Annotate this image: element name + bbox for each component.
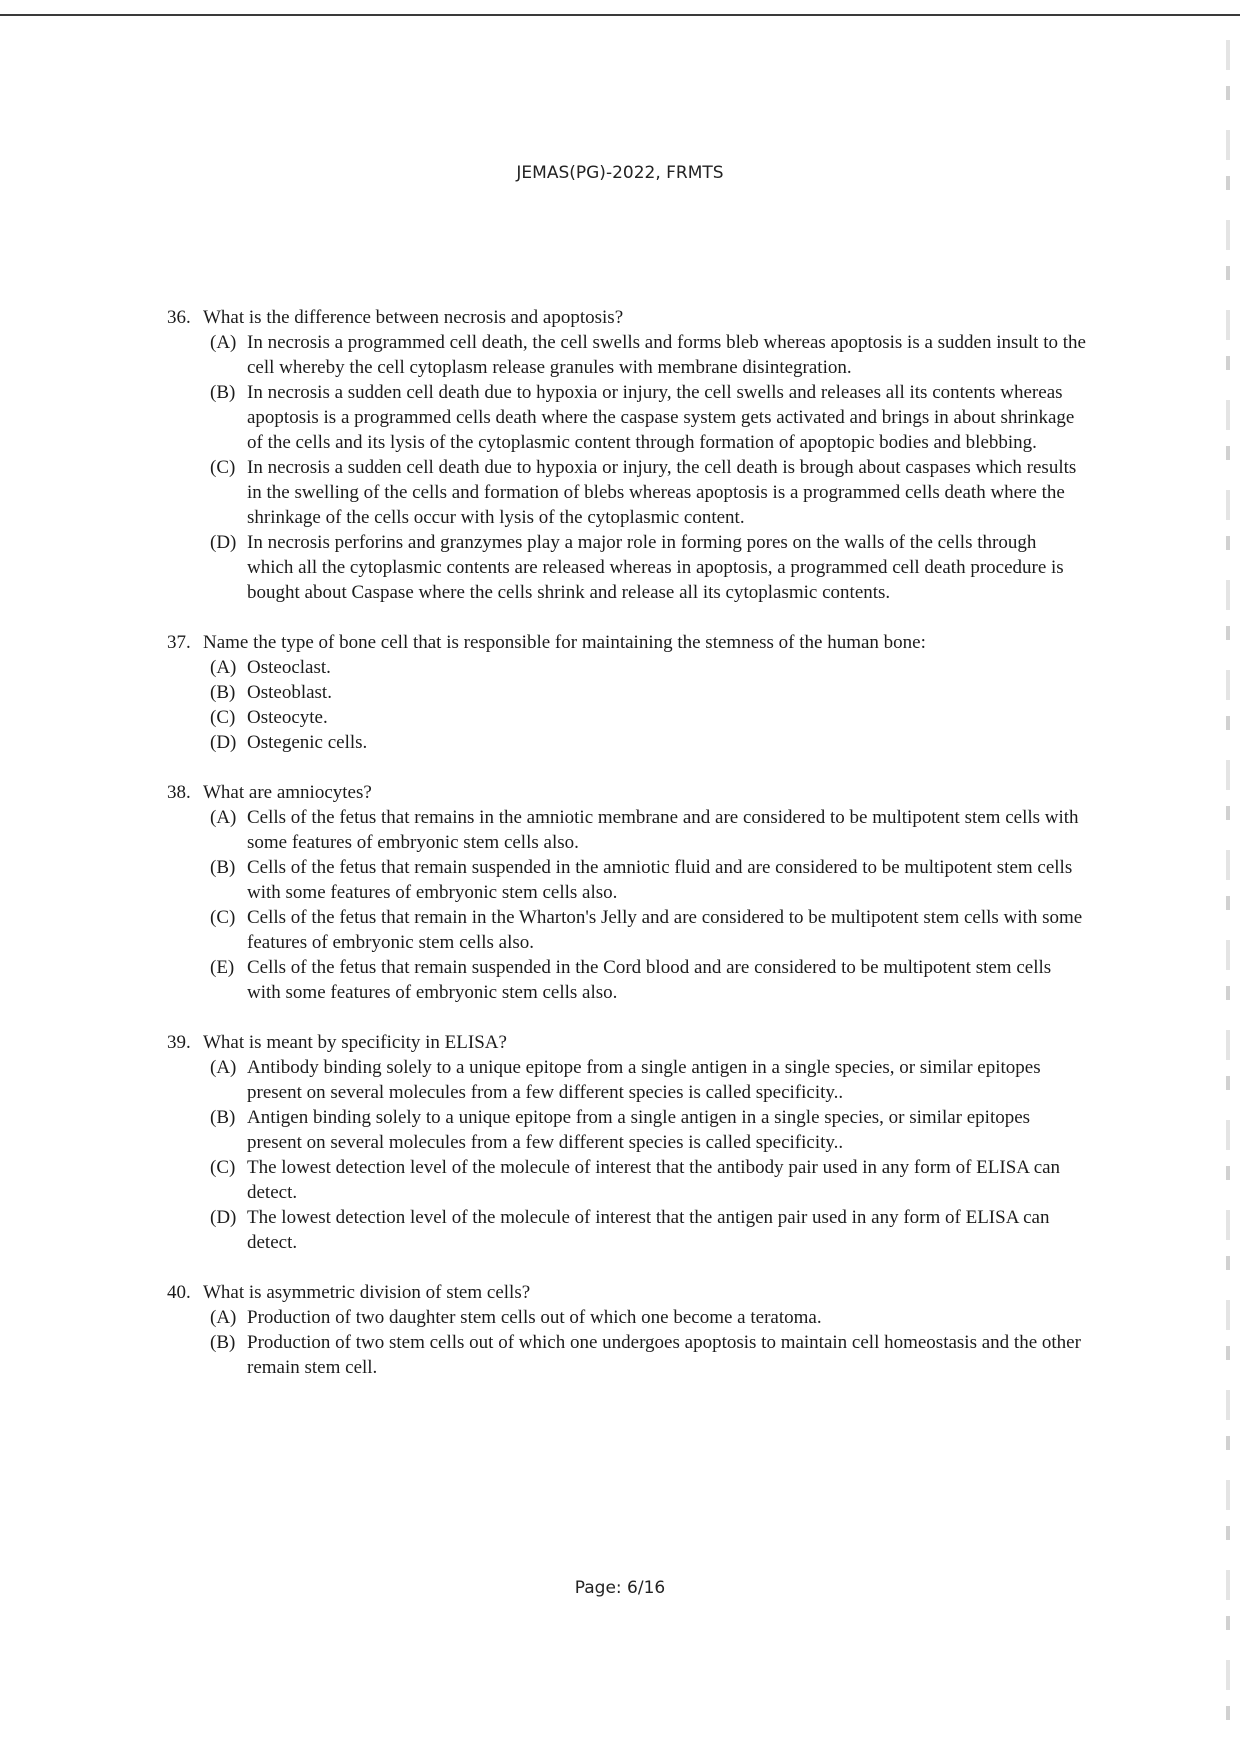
option-text: Cells of the fetus that remain suspended in the amniotic fluid and are considered to be multipotent stem cells with some features of embryonic stem cells also. bbox=[247, 857, 1073, 903]
question-text: What is asymmetric division of stem cells? bbox=[203, 1282, 531, 1303]
option-text: In necrosis a programmed cell death, the cell swells and forms bleb whereas apoptosis is a sudden insult to the cell whereby the cell cytoplasm release granules with membrane disintegration. bbox=[247, 332, 1086, 378]
question-number: 40. bbox=[167, 1282, 191, 1303]
option-text: The lowest detection level of the molecule of interest that the antigen pair used in any form of ELISA can detect. bbox=[247, 1207, 1050, 1253]
question bbox=[167, 630, 1087, 755]
question-text: What are amniocytes? bbox=[203, 782, 372, 803]
question-stem bbox=[167, 305, 1087, 330]
option-label: (C) bbox=[210, 1157, 236, 1178]
answer-option bbox=[210, 855, 1087, 905]
option-text: Cells of the fetus that remains in the amniotic membrane and are considered to be multipotent stem cells with some features of embryonic stem cells also. bbox=[247, 807, 1079, 853]
answer-option bbox=[210, 705, 1087, 730]
answer-option bbox=[210, 380, 1087, 455]
option-text: Antibody binding solely to a unique epitope from a single antigen in a single species, or similar epitopes present on several molecules from a few different species is called specificity.. bbox=[247, 1057, 1041, 1103]
option-label: (D) bbox=[210, 532, 237, 553]
option-list bbox=[167, 655, 1087, 755]
question-number: 38. bbox=[167, 782, 191, 803]
answer-option bbox=[210, 805, 1087, 855]
question-number: 37. bbox=[167, 632, 191, 653]
answer-option bbox=[210, 730, 1087, 755]
option-label: (C) bbox=[210, 907, 236, 928]
answer-option bbox=[210, 455, 1087, 530]
answer-option bbox=[210, 1330, 1087, 1380]
option-text: Production of two daughter stem cells out of which one become a teratoma. bbox=[247, 1307, 822, 1328]
scan-edge-artifact bbox=[1226, 40, 1230, 1720]
option-text: Osteoblast. bbox=[247, 682, 332, 703]
option-text: Cells of the fetus that remain suspended in the Cord blood and are considered to be multipotent stem cells with some features of embryonic stem cells also. bbox=[247, 957, 1052, 1003]
answer-option bbox=[210, 955, 1087, 1005]
option-text: The lowest detection level of the molecule of interest that the antibody pair used in any form of ELISA can detect. bbox=[247, 1157, 1061, 1203]
option-label: (A) bbox=[210, 657, 237, 678]
option-text: Production of two stem cells out of which one undergoes apoptosis to maintain cell homeostasis and the other remain stem cell. bbox=[247, 1332, 1081, 1378]
option-list bbox=[167, 1305, 1087, 1380]
option-label: (D) bbox=[210, 1207, 237, 1228]
option-text: Ostegenic cells. bbox=[247, 732, 368, 753]
option-list bbox=[167, 805, 1087, 1005]
option-text: In necrosis perforins and granzymes play a major role in forming pores on the walls of the cells through which all the cytoplasmic contents are released whereas in apoptosis, a programmed cell death procedure is bought about Caspase where the cells shrink and release all its cytoplasmic contents. bbox=[247, 532, 1064, 603]
answer-option bbox=[210, 655, 1087, 680]
option-label: (A) bbox=[210, 807, 237, 828]
question bbox=[167, 1030, 1087, 1255]
page-number: Page: 6/16 bbox=[574, 1578, 666, 1598]
option-list bbox=[167, 330, 1087, 605]
option-list bbox=[167, 1055, 1087, 1255]
option-label: (B) bbox=[210, 1107, 236, 1128]
question-stem bbox=[167, 1280, 1087, 1305]
question-stem bbox=[167, 780, 1087, 805]
option-text: Antigen binding solely to a unique epitope from a single antigen in a single species, or similar epitopes present on several molecules from a few different species is called specificity.. bbox=[247, 1107, 1031, 1153]
option-label: (B) bbox=[210, 1332, 236, 1353]
answer-option bbox=[210, 1205, 1087, 1255]
question-text: What is meant by specificity in ELISA? bbox=[203, 1032, 507, 1053]
page-header: JEMAS(PG)-2022, FRMTS bbox=[516, 163, 724, 183]
answer-option bbox=[210, 1305, 1087, 1330]
question-number: 39. bbox=[167, 1032, 191, 1053]
option-text: Osteoclast. bbox=[247, 657, 331, 678]
answer-option bbox=[210, 1105, 1087, 1155]
answer-option bbox=[210, 1155, 1087, 1205]
option-label: (E) bbox=[210, 957, 235, 978]
option-text: Cells of the fetus that remain in the Wharton's Jelly and are considered to be multipotent stem cells with some features of embryonic stem cells also. bbox=[247, 907, 1083, 953]
answer-option bbox=[210, 905, 1087, 955]
answer-option bbox=[210, 1055, 1087, 1105]
question-stem bbox=[167, 630, 1087, 655]
question-number: 36. bbox=[167, 307, 191, 328]
option-label: (A) bbox=[210, 1307, 237, 1328]
answer-option bbox=[210, 530, 1087, 605]
option-text: In necrosis a sudden cell death due to hypoxia or injury, the cell death is brough about caspases which results in the swelling of the cells and formation of blebs whereas apoptosis is a programmed cells death where the shrinkage of the cells occur with lysis of the cytoplasmic content. bbox=[247, 457, 1077, 528]
question bbox=[167, 1280, 1087, 1380]
question-text: Name the type of bone cell that is responsible for maintaining the stemness of the human bone: bbox=[203, 632, 926, 653]
option-text: Osteocyte. bbox=[247, 707, 328, 728]
answer-option bbox=[210, 330, 1087, 380]
option-label: (B) bbox=[210, 682, 236, 703]
option-label: (A) bbox=[210, 1057, 237, 1078]
option-label: (C) bbox=[210, 707, 236, 728]
option-label: (B) bbox=[210, 382, 236, 403]
question-list bbox=[167, 305, 1087, 1405]
option-text: In necrosis a sudden cell death due to hypoxia or injury, the cell swells and releases all its contents whereas apoptosis is a programmed cells death where the caspase system gets activated and brings in about shrinkage of the cells and its lysis of the cytoplasmic content through formation of apoptopic bodies and blebbing. bbox=[247, 382, 1075, 453]
top-rule bbox=[0, 14, 1240, 16]
option-label: (B) bbox=[210, 857, 236, 878]
question-stem bbox=[167, 1030, 1087, 1055]
answer-option bbox=[210, 680, 1087, 705]
question bbox=[167, 780, 1087, 1005]
option-label: (D) bbox=[210, 732, 237, 753]
option-label: (C) bbox=[210, 457, 236, 478]
question-text: What is the difference between necrosis and apoptosis? bbox=[203, 307, 624, 328]
option-label: (A) bbox=[210, 332, 237, 353]
question bbox=[167, 305, 1087, 605]
